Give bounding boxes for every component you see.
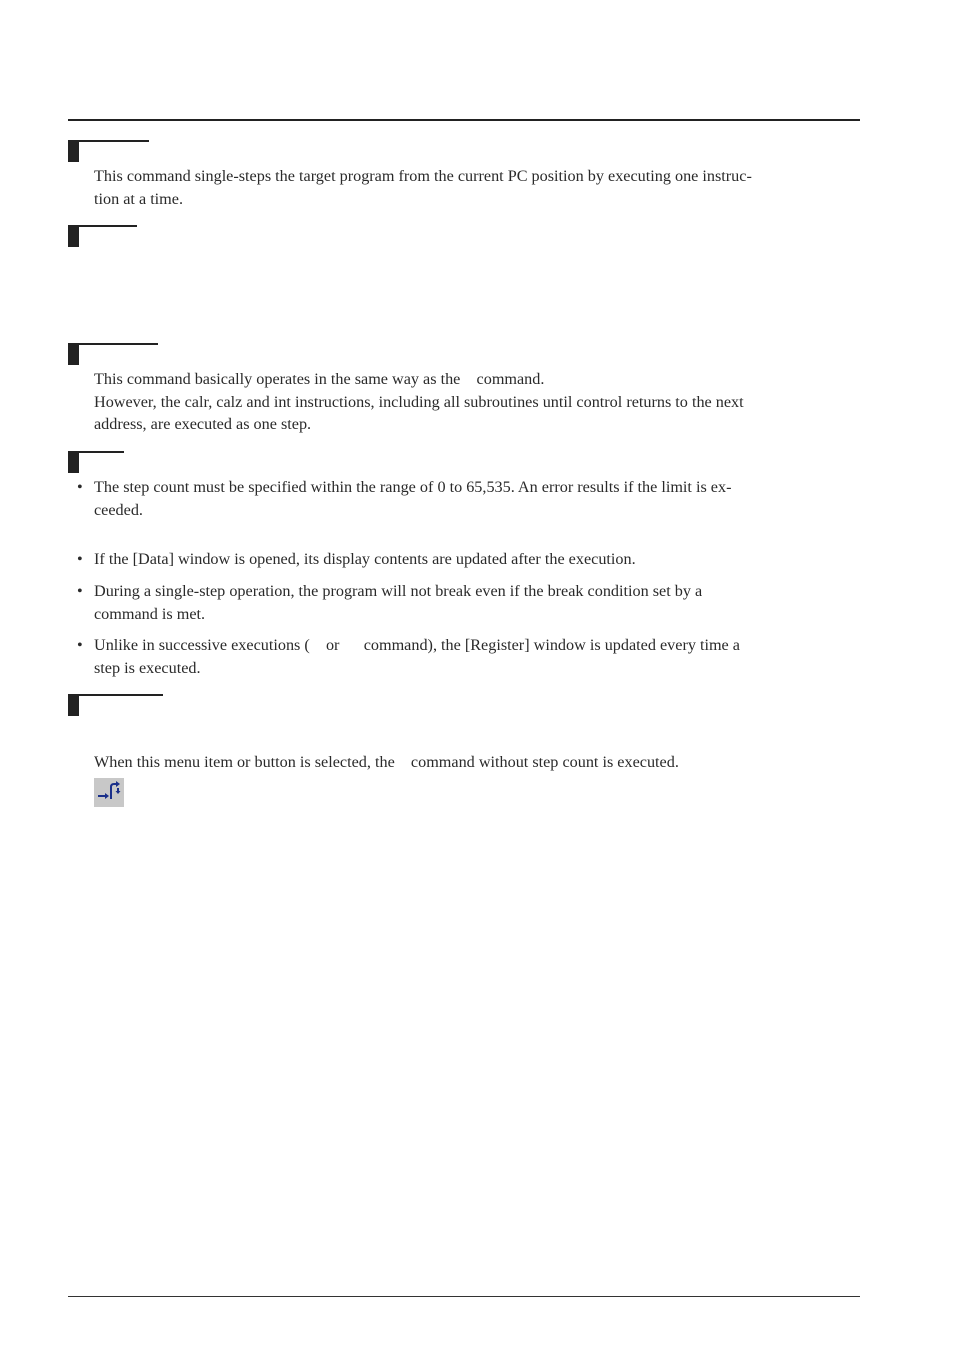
note-item xyxy=(77,634,860,679)
note-line: command is met. xyxy=(94,604,206,623)
gui-line: When this menu item or button is selected, the command without step count is executed. xyxy=(94,753,679,771)
note-item xyxy=(77,580,860,625)
function-line: However, the calr, calz and int instructions, including all subroutines until control returns to the next xyxy=(94,392,744,411)
description-line: tion at a time. xyxy=(94,189,184,208)
note-line: If the [Data] window is opened, its display contents are updated after the execution. xyxy=(94,550,636,568)
description-line: This command single-steps the target program from the current PC position by executing one instruc- xyxy=(94,167,752,185)
bullet-icon: • xyxy=(77,636,83,654)
note-line: During a single-step operation, the program will not break even if the break condition set by a xyxy=(94,582,703,600)
note-line: ceeded. xyxy=(94,500,143,519)
function-line: This command basically operates in the same way as the command. xyxy=(94,370,545,388)
bullet-icon: • xyxy=(77,550,83,568)
function-paragraph xyxy=(94,368,860,436)
footer-rule xyxy=(68,1296,860,1297)
note-item xyxy=(77,476,860,521)
step-over-button[interactable] xyxy=(94,778,124,807)
step-over-icon xyxy=(94,778,124,807)
description-paragraph xyxy=(94,165,860,210)
bullet-icon: • xyxy=(77,478,83,496)
bullet-icon: • xyxy=(77,582,83,600)
note-line: The step count must be specified within the range of 0 to 65,535. An error results if the limit is ex- xyxy=(94,478,732,496)
gui-paragraph xyxy=(94,751,860,774)
note-line: Unlike in successive executions ( or command), the [Register] window is updated every time a xyxy=(94,636,740,654)
header-rule xyxy=(68,119,860,121)
note-item xyxy=(77,548,860,571)
note-line: step is executed. xyxy=(94,658,201,677)
function-line: address, are executed as one step. xyxy=(94,415,312,433)
